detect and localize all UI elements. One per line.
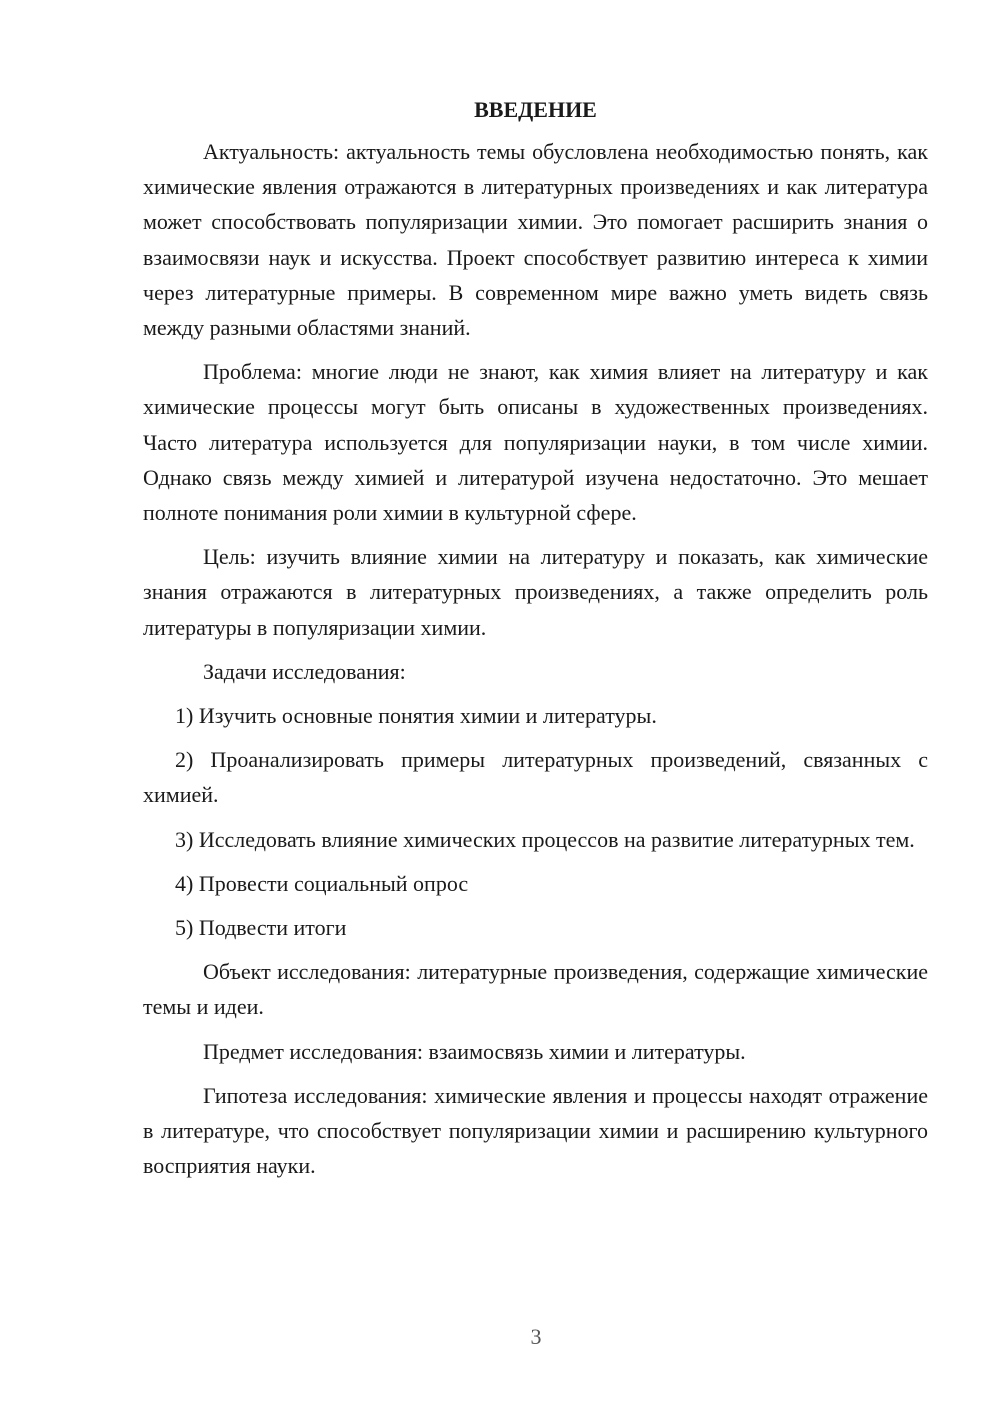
- section-heading: ВВЕДЕНИЕ: [474, 97, 597, 122]
- tasks-title: Задачи исследования:: [203, 658, 406, 684]
- relevance-paragraph: Актуальность: актуальность темы обусловлена необходимостью понять, как химические явления отражаются в литературных произведениях и как литература может способствовать популяризации химии. Это помогает расширить знания о взаимосвязи наук и искусства. Проект способствует развитию интереса к химии через литературные примеры. В современном мире важно уметь видеть связь между разными областями знаний.: [143, 139, 928, 341]
- goal-paragraph: Цель: изучить влияние химии на литературу и показать, как химические знания отражаются в литературных произведениях, а также определить роль литературы в популяризации химии.: [143, 544, 928, 640]
- page-number: 3: [530, 1324, 542, 1349]
- object-paragraph: Объект исследования: литературные произведения, содержащие химические темы и идеи.: [143, 959, 928, 1020]
- hypothesis-paragraph: Гипотеза исследования: химические явления и процессы находят отражение в литературе, что способствует популяризации химии и расширению культурного восприятия науки.: [143, 1082, 928, 1179]
- task-item-1: 1) Изучить основные понятия химии и литературы.: [175, 703, 657, 729]
- page-content: [143, 92, 928, 1192]
- task-item-3: 3) Исследовать влияние химических процессов на развитие литературных тем.: [175, 826, 915, 852]
- subject-paragraph: Предмет исследования: взаимосвязь химии и литературы.: [203, 1038, 746, 1064]
- problem-paragraph: Проблема: многие люди не знают, как химия влияет на литературу и как химические процессы могут быть описаны в художественных произведениях. Часто литература используется для популяризации науки, в том числе химии. Однако связь между химией и литературой изучена недостаточно. Это мешает полноте понимания роли химии в культурной сфере.: [143, 359, 928, 526]
- task-item-2: 2) Проанализировать примеры литературных произведений, связанных с химией.: [143, 747, 928, 808]
- task-item-5: 5) Подвести итоги: [175, 915, 347, 941]
- task-item-4: 4) Провести социальный опрос: [175, 870, 469, 896]
